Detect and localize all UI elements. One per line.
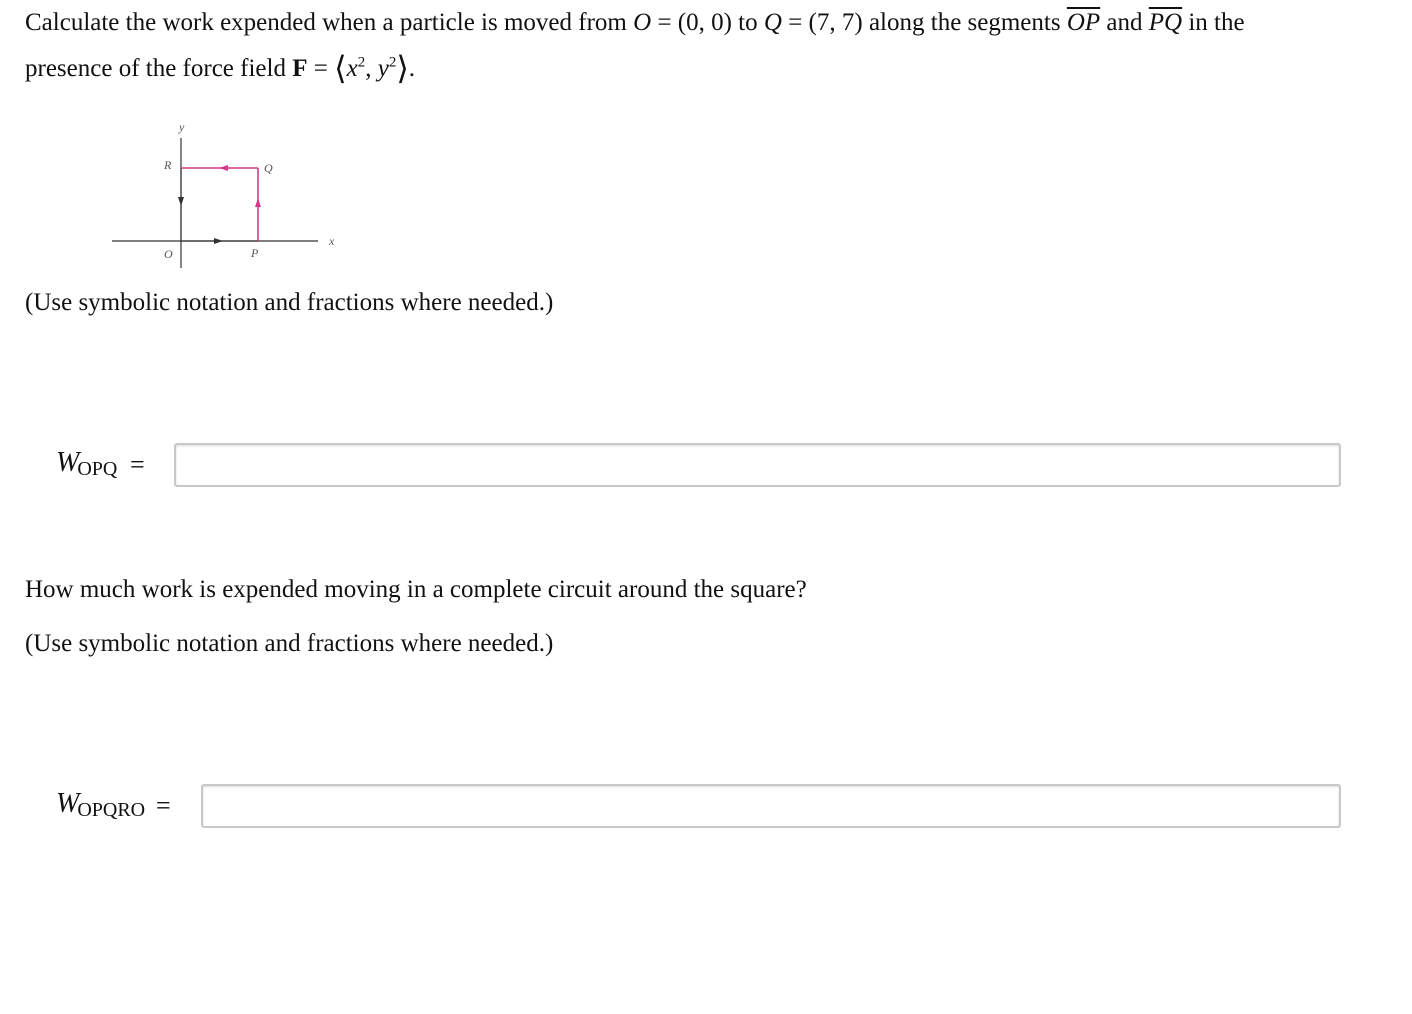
hint-2: (Use symbolic notation and fractions where needed.) [25, 630, 554, 657]
point-o-label: O [164, 247, 173, 261]
force-field-symbol: F [292, 55, 308, 82]
w-opq-input[interactable] [174, 443, 1341, 487]
segment-op: $\overline{OP}$ [1066, 9, 1101, 36]
w-opqro-label: $W_{OPQRO}$ [56, 788, 146, 821]
w-opq-equals: = [130, 450, 145, 479]
arrow-op-icon [214, 238, 223, 244]
w-opqro-equals: = [156, 791, 171, 820]
question-line-1: Calculate the work expended when a particle is moved from O = (0, 0) to Q = (7, 7) along the segments $\overline{OP}$ and $\overline{PQ}$ in the [25, 9, 1245, 36]
point-p-label: P [251, 246, 259, 260]
segment-pq: $\overline{PQ}$ [1148, 9, 1183, 36]
w-opq-label: $W_{OPQ}$ [56, 447, 118, 480]
x-axis-label: x [329, 234, 335, 248]
arrow-qr-icon [219, 165, 228, 171]
w-opqro-input[interactable] [201, 784, 1341, 828]
question-line-2: presence of the force field $F = ⟨x^2$, $y^2⟩$. [25, 50, 416, 86]
y-axis-label: y [179, 120, 185, 134]
point-q-label: Q [264, 161, 273, 175]
point-r-label: R [164, 158, 172, 172]
point-q: Q [763, 9, 782, 36]
square-path-diagram [100, 115, 360, 275]
hint-1: (Use symbolic notation and fractions where needed.) [25, 289, 554, 316]
point-o: O [633, 9, 652, 36]
question-2: How much work is expended moving in a complete circuit around the square? [25, 576, 807, 603]
arrow-pq-icon [255, 198, 261, 207]
arrow-ro-icon [178, 197, 184, 206]
